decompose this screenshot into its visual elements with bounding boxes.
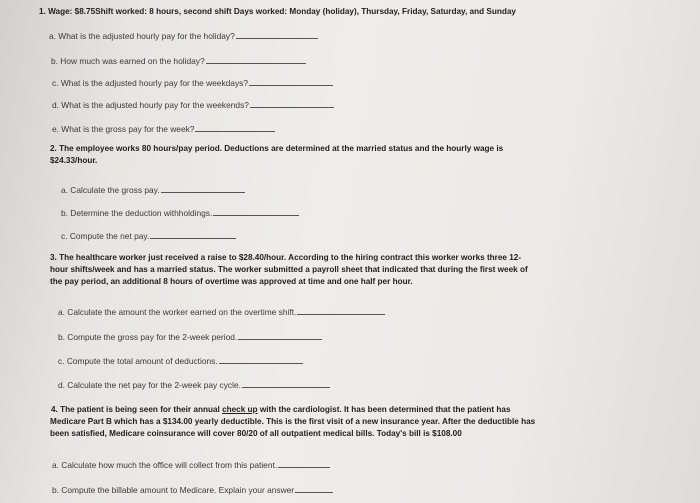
question-3c bbox=[58, 355, 303, 366]
question-2a bbox=[61, 184, 245, 195]
question-2b-text: b. Determine the deduction withholdings. bbox=[61, 208, 213, 218]
answer-blank-2a[interactable] bbox=[161, 184, 245, 193]
question-3-header-line1: 3. The healthcare worker just received a raise to $28.40/hour. According to the hiring contract this worker works three 12- bbox=[50, 253, 522, 262]
question-1e-text: e. What is the gross pay for the week? bbox=[52, 124, 195, 134]
question-3-header-line2: hour shifts/week and has a married status. The worker submitted a payroll sheet that indicated that during the first week of bbox=[50, 265, 528, 274]
question-3d bbox=[58, 379, 330, 390]
question-2c-text: c. Compute the net pay. bbox=[61, 231, 150, 241]
check-up-underlined: check up bbox=[222, 405, 258, 414]
question-2-header-line2: $24.33/hour. bbox=[50, 156, 98, 165]
question-1-header: 1. Wage: $8.75Shift worked: 8 hours, second shift Days worked: Monday (holiday), Thursday, Friday, Saturday, and Sunday bbox=[39, 7, 516, 16]
answer-blank-2c[interactable] bbox=[150, 230, 236, 239]
question-1b-text: b. How much was earned on the holiday? bbox=[51, 56, 205, 66]
question-1c-text: c. What is the adjusted hourly pay for the weekdays? bbox=[52, 78, 248, 88]
question-2b bbox=[61, 207, 299, 218]
question-4-header-line2: Medicare Part B which has a $134.00 yearly deductible. This is the first visit of a new insurance year. After the deductible has bbox=[50, 417, 536, 426]
answer-blank-1c[interactable] bbox=[249, 77, 333, 86]
question-4b-text: b. Compute the billable amount to Medicare. Explain your answer bbox=[52, 485, 295, 495]
question-3d-text: d. Calculate the net pay for the 2-week pay cycle. bbox=[58, 380, 241, 390]
question-3a bbox=[58, 306, 385, 317]
question-4-header-post: with the cardiologist. It has been determined that the patient has bbox=[257, 405, 511, 414]
question-3a-text: a. Calculate the amount the worker earned on the overtime shift. bbox=[58, 307, 297, 317]
answer-blank-1a[interactable] bbox=[236, 30, 318, 39]
question-1b bbox=[51, 55, 306, 66]
question-4-header-line1 bbox=[51, 405, 511, 415]
question-3-header-line3: the pay period, an additional 8 hours of overtime was approved at time and one half per hour. bbox=[50, 277, 413, 286]
question-2c bbox=[61, 230, 236, 241]
answer-blank-3a[interactable] bbox=[297, 306, 385, 315]
question-1e bbox=[52, 123, 275, 134]
question-1a-text: a. What is the adjusted hourly pay for the holiday? bbox=[49, 31, 235, 41]
question-4a-text: a. Calculate how much the office will collect from this patient. bbox=[52, 460, 278, 470]
question-3b bbox=[58, 331, 322, 342]
question-4-header-line3: been satisfied, Medicare coinsurance will cover 80/20 of all outpatient medical bills. Today's bill is $108.00 bbox=[50, 429, 462, 438]
answer-blank-1d[interactable] bbox=[250, 99, 334, 108]
answer-blank-1b[interactable] bbox=[206, 55, 306, 64]
question-4-header-pre: 4. The patient is being seen for their annual bbox=[51, 405, 223, 414]
answer-blank-4b[interactable] bbox=[295, 484, 333, 493]
question-3c-text: c. Compute the total amount of deductions. bbox=[58, 356, 218, 366]
question-2a-text: a. Calculate the gross pay. bbox=[61, 185, 160, 195]
answer-blank-3b[interactable] bbox=[238, 331, 322, 340]
answer-blank-4a[interactable] bbox=[278, 459, 330, 468]
answer-blank-3c[interactable] bbox=[219, 355, 303, 364]
question-1d bbox=[52, 99, 334, 110]
question-4a bbox=[52, 459, 330, 470]
question-3b-text: b. Compute the gross pay for the 2-week period. bbox=[58, 332, 238, 342]
answer-blank-2b[interactable] bbox=[213, 207, 299, 216]
question-1d-text: d. What is the adjusted hourly pay for the weekends? bbox=[52, 100, 249, 110]
question-1a bbox=[49, 30, 318, 41]
question-2-header-line1: 2. The employee works 80 hours/pay period. Deductions are determined at the married status and the hourly wage is bbox=[50, 144, 504, 153]
answer-blank-1e[interactable] bbox=[195, 123, 275, 132]
question-4b bbox=[52, 484, 333, 495]
question-1c bbox=[52, 77, 333, 88]
answer-blank-3d[interactable] bbox=[242, 379, 330, 388]
